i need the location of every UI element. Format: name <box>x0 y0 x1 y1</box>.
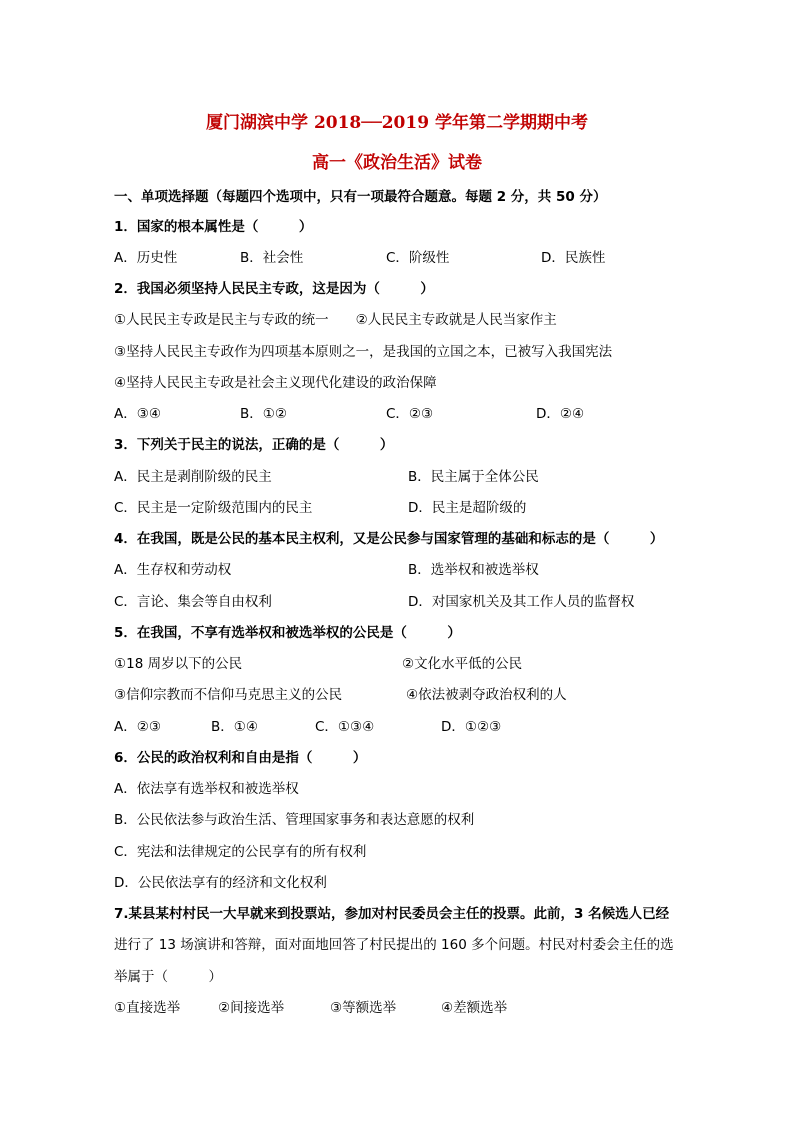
statement-item: ②间接选举 <box>218 1000 285 1016</box>
option-c: C．民主是一定阶级范围内的民主 <box>114 500 313 516</box>
question-stem: 2．我国必须坚持人民民主专政，这是因为（ ） <box>114 281 434 297</box>
statement-item: ②文化水平低的公民 <box>402 656 523 672</box>
option-c: C．言论、集会等自由权利 <box>114 594 272 610</box>
question-stem: 5．在我国，不享有选举权和被选举权的公民是（ ） <box>114 625 461 641</box>
question-stem: 3．下列关于民主的说法，正确的是（ ） <box>114 437 394 453</box>
option-d: D．①②③ <box>441 719 502 735</box>
option-d: D．公民依法享有的经济和文化权利 <box>114 875 327 891</box>
statement-item: ①人民民主专政是民主与专政的统一 ②人民民主专政就是人民当家作主 <box>114 312 557 328</box>
question-stem-line: 进行了 13 场演讲和答辩，面对面地回答了村民提出的 160 多个问题。村民对村委会主任的选 <box>114 937 674 953</box>
option-b: B．社会性 <box>240 250 304 266</box>
option-b: B．①② <box>240 406 287 422</box>
option-a: A．生存权和劳动权 <box>114 562 232 578</box>
option-b: B．选举权和被选举权 <box>408 562 539 578</box>
statement-item: ③等额选举 <box>330 1000 397 1016</box>
option-a: A．历史性 <box>114 250 178 266</box>
statement-item: ①直接选举 <box>114 1000 181 1016</box>
exam-title: 厦门湖滨中学 2018──2019 学年第二学期期中考 <box>206 113 588 133</box>
exam-subtitle: 高一《政治生活》试卷 <box>312 153 482 173</box>
question-stem: 1．国家的根本属性是（ ） <box>114 219 313 235</box>
option-b: B．民主属于全体公民 <box>408 469 539 485</box>
option-a: A．③④ <box>114 406 161 422</box>
option-a: A．依法享有选举权和被选举权 <box>114 781 299 797</box>
statement-item: ③坚持人民民主专政作为四项基本原则之一，是我国的立国之本，已被写入我国宪法 <box>114 344 613 360</box>
statement-item: ④坚持人民民主专政是社会主义现代化建设的政治保障 <box>114 375 437 391</box>
statement-item: ①18 周岁以下的公民 <box>114 656 243 672</box>
option-c: C．②③ <box>386 406 434 422</box>
section-heading: 一、单项选择题（每题四个选项中，只有一项最符合题意。每题 2 分，共 50 分） <box>114 189 607 205</box>
statement-item: ③信仰宗教而不信仰马克思主义的公民 <box>114 687 343 703</box>
option-c: C．阶级性 <box>386 250 450 266</box>
question-stem: 4．在我国，既是公民的基本民主权利，又是公民参与国家管理的基础和标志的是（ ） <box>114 531 664 547</box>
option-a: A．②③ <box>114 719 161 735</box>
option-b: B．①④ <box>211 719 258 735</box>
option-a: A．民主是剥削阶级的民主 <box>114 469 272 485</box>
statement-item: ④依法被剥夺政治权利的人 <box>406 687 567 703</box>
option-d: D．对国家机关及其工作人员的监督权 <box>408 594 635 610</box>
statement-item: ④差额选举 <box>441 1000 508 1016</box>
question-stem: 6．公民的政治权利和自由是指（ ） <box>114 750 367 766</box>
option-b: B．公民依法参与政治生活、管理国家事务和表达意愿的权利 <box>114 812 475 828</box>
option-c: C．①③④ <box>315 719 375 735</box>
option-d: D．民主是超阶级的 <box>408 500 527 516</box>
option-c: C．宪法和法律规定的公民享有的所有权利 <box>114 844 367 860</box>
option-d: D．②④ <box>536 406 585 422</box>
option-d: D．民族性 <box>541 250 606 266</box>
question-stem-line: 7.某县某村村民一大早就来到投票站，参加对村民委员会主任的投票。此前，3 名候选人已经 <box>114 906 670 922</box>
question-stem-line: 举属于（ ） <box>114 969 222 985</box>
